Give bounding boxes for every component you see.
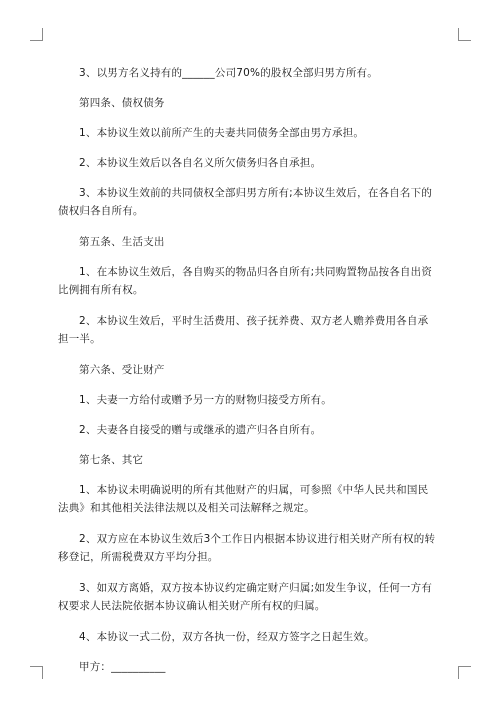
crop-mark-top-right <box>458 28 471 41</box>
article-6-item-2: 2、夫妻各自接受的赠与或继承的遗产归各自所有。 <box>79 424 322 436</box>
article-7-item-4: 4、本协议一式二份，双方各执一份，经双方签字之日起生效。 <box>79 631 375 643</box>
article-5-heading: 第五条、生活支出 <box>79 236 165 248</box>
crop-mark-bottom-right <box>458 666 471 679</box>
article-4-item-1: 1、本协议生效以前所产生的夫妻共同债务全部由男方承担。 <box>79 127 365 139</box>
article-6-item-1: 1、夫妻一方给付或赠予另一方的财物归接受方所有。 <box>79 394 332 406</box>
article-4-item-3: 3、本协议生效前的共同债权全部归男方所有;本协议生效后，在各自名下的债权归各自所有。 <box>58 187 433 217</box>
article-4-item-2: 2、本协议生效后以各自名义所欠债务归各自承担。 <box>79 157 322 169</box>
article-5-item-1: 1、在本协议生效后，各自购买的物品归各自所有;共同购置物品按各自出资比例拥有所有权。 <box>58 266 433 296</box>
article-7-item-3: 3、如双方离婚，双方按本协议约定确定财产归属;如发生争议，任何一方有权要求人民法院依据本协议确认相关财产所有权的归属。 <box>58 582 433 612</box>
article-4-heading: 第四条、债权债务 <box>79 97 165 109</box>
document-body <box>58 64 438 688</box>
party-a-signature-line: 甲方：__________ <box>79 661 166 673</box>
article-6-heading: 第六条、受让财产 <box>79 364 165 376</box>
article-7-heading: 第七条、其它 <box>79 454 144 466</box>
crop-mark-top-left <box>30 28 43 41</box>
clause-3-1-equity: 3、以男方名义持有的______公司70%的股权全部归男方所有。 <box>79 67 378 79</box>
article-5-item-2: 2、本协议生效后，平时生活费用、孩子抚养费、双方老人赡养费用各自承担一半。 <box>58 315 429 345</box>
crop-mark-bottom-left <box>30 666 43 679</box>
article-7-item-1: 1、本协议未明确说明的所有其他财产的归属，可参照《中华人民共和国民法典》和其他相关法律法规以及相关司法解释之规定。 <box>58 484 429 514</box>
article-7-item-2: 2、双方应在本协议生效后3个工作日内根据本协议进行相关财产所有权的转移登记，所需税费双方平均分担。 <box>58 533 436 563</box>
